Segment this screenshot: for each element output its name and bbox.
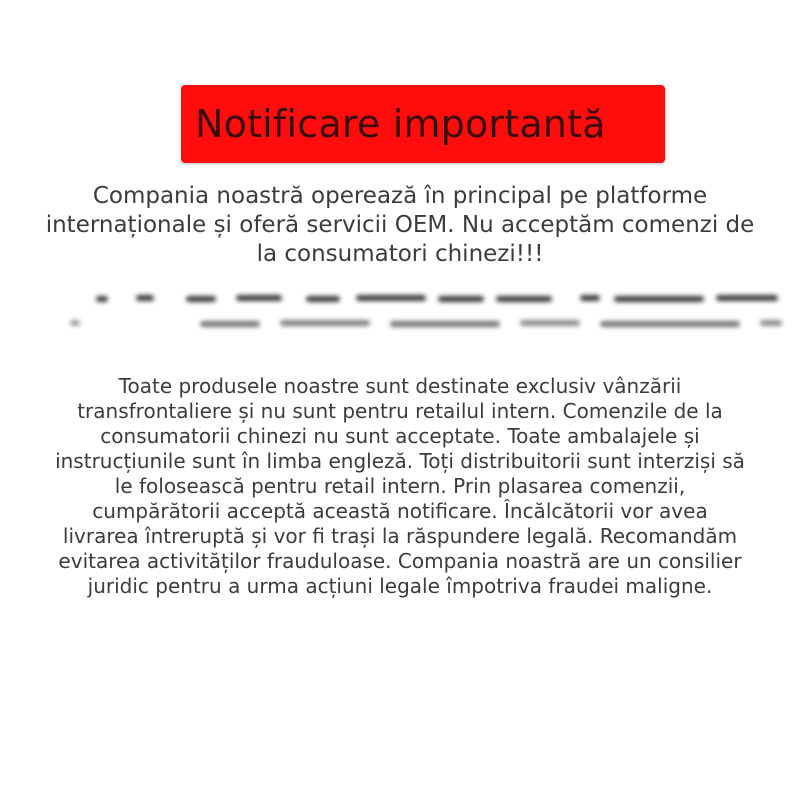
intro-paragraph: Compania noastră operează în principal pe platforme internaționale și oferă servicii OEM. Nu acceptăm comenzi de la consumatori chinezi!!! [45,183,755,267]
obscured-text-smear [520,320,580,326]
title-banner [181,85,665,163]
obscured-text-smear [600,321,740,327]
obscured-text-smear [200,321,260,327]
obscured-text-smear [614,296,704,302]
body-paragraph: Toate produsele noastre sunt destinate exclusiv vânzării transfrontaliere și nu sunt pentru retailul intern. Comenzile de la consumatorii chinezi nu sunt acceptate. Toate ambalajele și instrucțiunile sunt în limba engleză. Toți distribuitorii sunt interziși să le folosească pentru retail intern. Prin plasarea comenzii, cumpărătorii acceptă această notificare. Încălcătorii vor avea livrarea întreruptă și vor fi trași la răspundere legală. Recomandăm evitarea activităților frauduloase. Compania noastră are un consilier juridic pentru a urma acțiuni legale împotriva fraudei maligne. [55,374,745,598]
obscured-text-smear [580,295,600,301]
notice-title: Notificare importantă [195,102,606,146]
obscured-text-smear [236,295,282,301]
obscured-text-smear [306,296,340,302]
obscured-text-smear [186,296,216,302]
obscured-text-smear [280,320,370,326]
obscured-text-smear [496,296,552,302]
obscured-text-smear [760,320,782,326]
obscured-text-band [60,286,788,336]
obscured-text-smear [716,295,778,301]
obscured-text-smear [390,321,500,327]
obscured-text-smear [96,296,108,302]
obscured-text-smear [70,320,80,326]
obscured-text-smear [136,295,154,301]
obscured-text-smear [438,296,484,302]
obscured-text-smear [356,295,426,301]
